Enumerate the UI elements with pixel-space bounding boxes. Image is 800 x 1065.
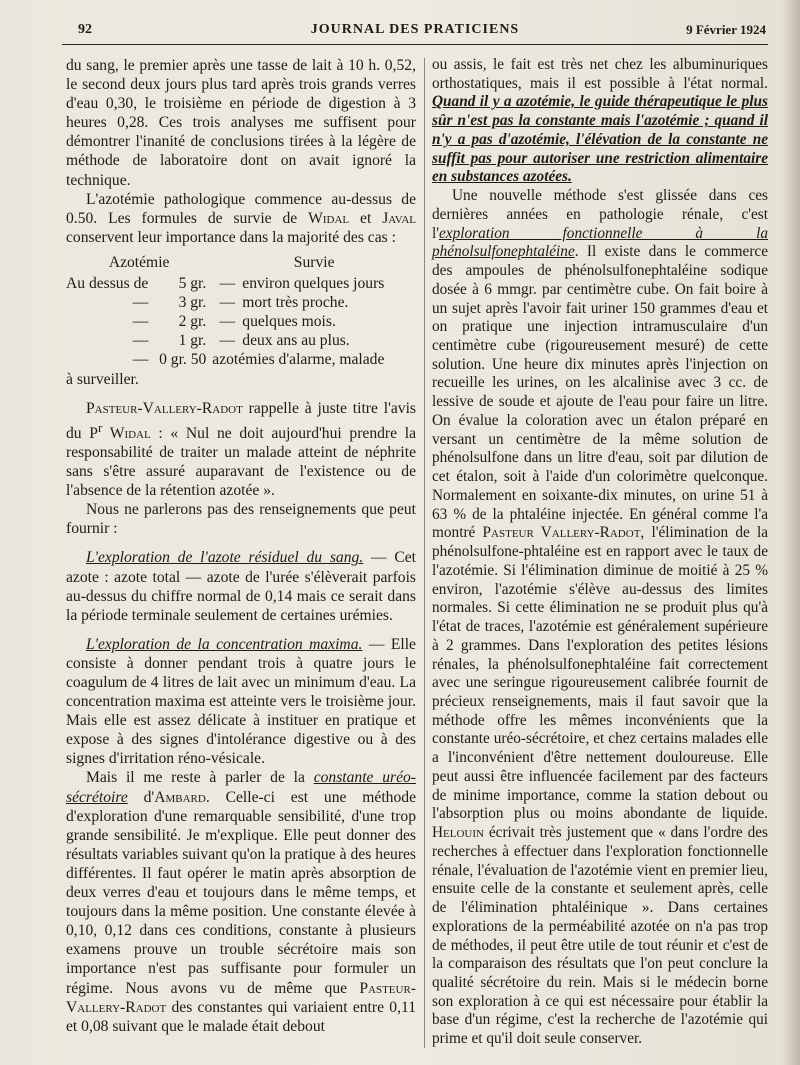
- right-column: [432, 56, 768, 1049]
- text-run: . Celle-ci est une méthode d'exploration d'une remarquable sensibilité, d'une trop grande sensibilité. Je m'explique. Elle peut donner des résultats variables suivant qu'on la pratique à des heures différentes. Il faut opérer le matin après absorption de deux verres d'eau et toujours dans le même temps, et toujours dans la même position. Une constante élevée à 0,10, 0,12 dans ces conditions, constante à plusieurs examens prouve un trouble sécrétoire mais son importance n'est pas suffisante pour formuler un régime. Nous avons vu de même que: [66, 788, 416, 997]
- text-run: et: [349, 209, 383, 227]
- text-run: — Cet azote : azote total — azote de l'urée s'élèverait parfois au-dessus du chiffre normal de 0,14 mais ce serait dans la période terminale seulement de certaines urémies.: [66, 549, 416, 624]
- running-header: [62, 22, 768, 44]
- author-name: Helouin: [432, 824, 484, 842]
- text-run: , l'élimination de la phénolsulfone-phtaléine est en rapport avec le taux de l'azotémie. Si l'élimination diminue de moitié à 25 % environ, l'azotémie s'élève au-dessus des limites normales. Si cette élimination ne se produit plus qu'à l'état de traces, l'azotémie est généralement supérieure à 2 grammes. Dans l'exploration des petites lésions rénales, la phénolsulfonephtaléine fait correctement avec une seringue rigoureusement calibrée fournit de précieux renseignements, mais il faut savoir que la méthode offre les mêmes inconvénients que la constante uréo-sécrétoire, et chez certains malades elle a l'inconvénient d'être nettement douloureuse. Elle peut aussi être influencée facilement par des facteurs de minime importance, comme la station debout ou l'absorption plus ou moins abondante de liquide.: [432, 524, 768, 823]
- column-header-survie: Survie: [293, 253, 335, 271]
- left-column: [66, 56, 416, 1036]
- paragraph: [432, 187, 768, 1049]
- emphasis: Quand il y a azotémie, le guide thérapeutique le plus sûr n'est pas la constante mais l'azotémie ; quand il n'y a pas d'azotémie, l'élévation de la constante ne suffit pas pour autoriser une restriction alimentaire en substances azotées.: [432, 93, 768, 186]
- table-cell: —: [219, 313, 236, 331]
- table-row: [66, 293, 416, 312]
- section-title: L'exploration de la concentration maxima.: [86, 635, 363, 653]
- table-cell: —: [132, 351, 149, 369]
- text-run: d': [127, 788, 155, 806]
- text-run: : « Nul ne doit aujourd'hui prendre la responsabilité de traiter un malade atteint de néphrite sans s'être assuré auparavant de l'existence ou de l'absence de la rétention azotée ».: [66, 424, 416, 500]
- text-run: écrivait très justement que « dans l'ordre des recherches à effectuer dans l'exploration fonctionnelle rénale, l'évaluation de l'azotémie vient en premier lieu, ensuite celle de la constante et seulement après, celle de l'élimination phtaléinique ». Dans certaines explorations de la perméabilité azotée on n'a pas trop de méthodes, il peut être utile de tout réunir et c'est de la comparaison des résultats que l'on peut conclure la qualité sécrétoire du rein. Mais si le médecin borne son exploration à ce qui est nécessaire pour établir la base d'un régime, c'est la recherche de l'azotémie qui prime et qu'il doit seule conserver.: [432, 824, 768, 1048]
- table-cell: environ quelques jours: [242, 275, 385, 293]
- table-row: [66, 274, 416, 293]
- text-run: des constantes qui variaient entre 0,11 et 0,08 suivant que le malade était debout: [66, 998, 416, 1035]
- table-cell: —: [219, 294, 236, 312]
- page-number: 92: [78, 22, 92, 37]
- survival-table: [66, 253, 416, 370]
- table-cell: 5 gr.: [178, 275, 207, 293]
- text-run: Une nouvelle méthode s'est glissée dans ces dernières années en pathologie rénale, c'est l': [432, 187, 768, 242]
- table-cell: azotémies d'alarme, malade: [212, 351, 385, 369]
- table-cell: 3 gr.: [178, 294, 207, 312]
- table-tail: à surveiller.: [66, 370, 139, 388]
- paragraph: [66, 190, 416, 247]
- table-cell: deux ans au plus.: [242, 332, 350, 350]
- text-run: . Il existe dans le commerce des ampoules de phénolsulfonephtaléine sodique dosée à 6 mmgr. par centimètre cube. On fait boire à un sujet après l'avoir fait uriner 150 grammes d'eau et on pratique une injection intramusculaire d'un centimètre cube (rigoureusement mesuré) de cette solution. Une heure dix minutes après l'injection on recueille les urines, on les alcalinise avec 3 cc. de lessive de soude et ajoute de l'eau pour faire un litre. On évalue la coloration avec un étalon préparé en versant un centimètre de la même solution de phénolsulfone dans un litre d'eau, soit par dilution de cet étalon, soit à l'aide d'un colorimètre quelconque. Normalement en soixante-dix minutes, on urine 51 à 63 % de la phtaléine injectée. En général comme l'a montré: [432, 243, 768, 542]
- table-cell: —: [219, 275, 236, 293]
- paragraph: [66, 768, 416, 1035]
- table-cell: 0 gr. 50: [159, 351, 207, 369]
- author-name: Widal: [102, 424, 151, 442]
- author-name: Ambard: [154, 788, 206, 806]
- text-run: Mais il me reste à parler de la: [86, 769, 314, 787]
- column-divider: [424, 58, 425, 1048]
- column-header-azotemie: Azotémie: [108, 253, 170, 271]
- table-cell: quelques mois.: [242, 313, 336, 331]
- text-run: L'azotémie pathologique commence au-dessus de 0.50. Les formules de survie de: [66, 190, 416, 227]
- table-cell: —: [219, 332, 236, 350]
- author-name: Pasteur-Vallery-Radot: [86, 399, 243, 417]
- section-title: L'exploration de l'azote résiduel du sang.: [86, 549, 364, 567]
- text-run: conservent leur importance dans la majorité des cas :: [66, 228, 396, 246]
- emphasis: exploration fonctionnelle à la phénolsulfonephtaléine: [432, 224, 768, 261]
- text-run: ou assis, le fait est très net chez les albuminuriques orthostatiques, mais il est possible à l'état normal.: [432, 56, 768, 92]
- table-row: [66, 312, 416, 331]
- table-cell: —: [132, 294, 149, 312]
- author-name: Widal: [308, 209, 350, 227]
- author-name: Javal: [382, 209, 416, 227]
- paragraph: Nous ne parlerons pas des renseignements que peut fournir :: [66, 501, 416, 538]
- paragraph: [66, 635, 416, 769]
- author-name: Pasteur-Vallery-Radot: [66, 979, 416, 1016]
- table-cell: 1 gr.: [178, 332, 207, 350]
- superscript: r: [97, 419, 103, 435]
- table-header-row: [66, 253, 416, 274]
- text-run: — Elle consiste à donner pendant trois à quatre jours le coagulum de 4 litres de lait avec un minimum d'eau. La concentration maxima est atteinte vers le troisième jour. Mais elle est assez délicate à instituer en pratique et expose à des signes d'intolérance digestive ou à des signes d'irritation réno-vésicale.: [66, 635, 416, 768]
- table-cell: —: [132, 332, 149, 350]
- paragraph: [66, 399, 416, 501]
- paragraph: [66, 548, 416, 624]
- table-row: [66, 331, 416, 350]
- emphasis: constante uréo-sécrétoire: [66, 769, 416, 806]
- table-cell: Au dessus de: [66, 275, 149, 293]
- table-cell: mort très proche.: [242, 294, 349, 312]
- author-name: Pasteur Vallery-Radot: [482, 524, 641, 542]
- text-run: rappelle à juste titre l'avis du P: [66, 399, 416, 442]
- journal-title: JOURNAL DES PRATICIENS: [310, 22, 520, 37]
- table-row: [66, 350, 416, 369]
- table-cell: 2 gr.: [178, 313, 207, 331]
- issue-date: 9 Février 1924: [686, 22, 766, 37]
- paragraph: [432, 56, 768, 187]
- header-rule: [62, 44, 768, 45]
- paragraph: du sang, le premier après une tasse de lait à 10 h. 0,52, le second deux jours plus tard après trois grands verres d'eau 0,30, le troisième en période de digestion à 3 heures 0,28. Ces trois analyses me suffisent pour démontrer l'inanité de conclusions tirées à la légère de méthode de laboratoire dont on avait ignoré la technique.: [66, 57, 416, 189]
- table-cell: —: [132, 313, 149, 331]
